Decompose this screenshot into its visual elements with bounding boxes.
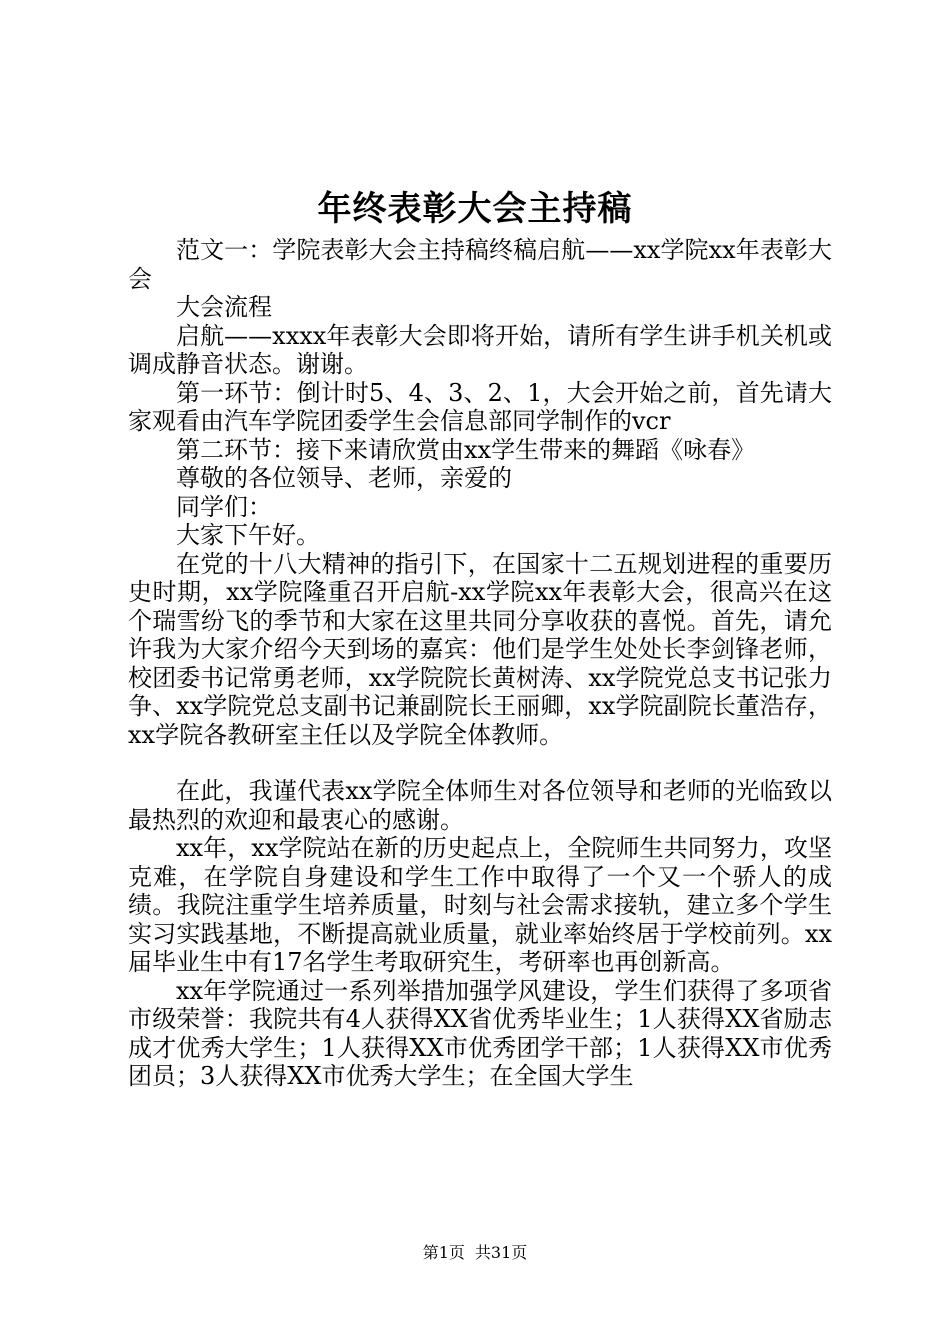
document-body xyxy=(128,236,832,1091)
paragraph-welcome: 在此，我谨代表xx学院全体师生对各位领导和老师的光临致以最热烈的欢迎和最衷心的感谢。 xyxy=(128,777,832,834)
paragraph-opening: 启航——xxxx年表彰大会即将开始，请所有学生讲手机关机或调成静音状态。谢谢。 xyxy=(128,321,832,378)
page-number: 第1页 xyxy=(422,1243,465,1262)
paragraph-second-segment: 第二环节：接下来请欣赏由xx学生带来的舞蹈《咏春》 xyxy=(176,435,756,464)
paragraph-greeting-students: 同学们： xyxy=(176,492,272,521)
paragraph-honors: xx年学院通过一系列举措加强学风建设，学生们获得了多项省市级荣誉：我院共有4人获得XX省优秀毕业生；1人获得XX省励志成才优秀大学生；1人获得XX市优秀团学干部；1人获得XX市优秀团员；3人获得XX市优秀大学生；在全国大学生 xyxy=(128,976,832,1090)
paragraph-achievements: xx年，xx学院站在新的历史起点上，全院师生共同努力，攻坚克难，在学院自身建设和学生工作中取得了一个又一个骄人的成绩。我院注重学生培养质量，时刻与社会需求接轨，建立多个学生实习实践基地，不断提高就业质量，就业率始终居于学校前列。xx届毕业生中有17名学生考取研究生，考研率也再创新高。 xyxy=(128,834,832,976)
paragraph-agenda-label: 大会流程 xyxy=(176,293,272,321)
document-title: 年终表彰大会主持稿 xyxy=(317,189,633,229)
paragraph-first-segment: 第一环节：倒计时5、4、3、2、1，大会开始之前，首先请大家观看由汽车学院团委学生会信息部同学制作的vcr xyxy=(128,378,832,435)
paragraph-greeting-leaders: 尊敬的各位领导、老师，亲爱的 xyxy=(176,464,512,492)
page-total: 共31页 xyxy=(474,1243,528,1262)
paragraph-guest-introduction: 在党的十八大精神的指引下，在国家十二五规划进程的重要历史时期，xx学院隆重召开启航-xx学院xx年表彰大会，很高兴在这个瑞雪纷飞的季节和大家在这里共同分享收获的喜悦。首先，请允许我为大家介绍今天到场的嘉宾：他们是学生处处长李剑锋老师，校团委书记常勇老师，xx学院院长黄树涛、xx学院党总支书记张力争、xx学院党总支副书记兼副院长王丽卿，xx学院副院长董浩存，xx学院各教研室主任以及学院全体教师。 xyxy=(128,549,832,749)
paragraph-good-afternoon: 大家下午好。 xyxy=(176,521,320,549)
paragraph-heading-line: 范文一：学院表彰大会主持稿终稿启航——xx学院xx年表彰大会 xyxy=(128,236,832,293)
page-footer xyxy=(0,1242,950,1264)
